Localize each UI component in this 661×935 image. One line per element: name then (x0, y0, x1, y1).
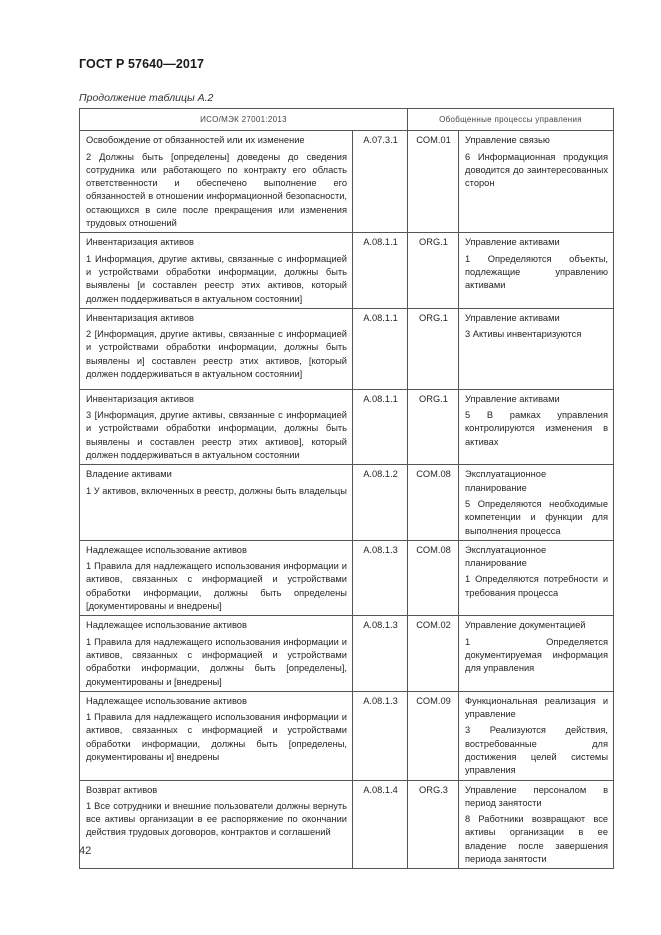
process-cell (459, 233, 614, 308)
process-cell (459, 691, 614, 780)
table-row (80, 465, 614, 540)
iso-requirement-cell (80, 131, 353, 233)
iso-requirement-cell (80, 540, 353, 615)
process-code: COM.08 (408, 465, 459, 540)
iso-requirement-cell (80, 465, 353, 540)
process-code: COM.08 (408, 540, 459, 615)
process-cell (459, 540, 614, 615)
iso-requirement-text: 3 [Информация, другие активы, связанные с информацией и устройствами обработки информации, должны быть выявлены и составлен реестр этих активов], который должен поддерживаться в актуальном состоянии (86, 410, 347, 461)
process-text: 1 Определяются объекты, подлежащие управлению активами (465, 253, 609, 291)
table-row (80, 780, 614, 869)
process-code: COM.09 (408, 691, 459, 780)
document-title: ГОСТ Р 57640—2017 (79, 57, 205, 71)
process-title: Управление связью (465, 135, 550, 146)
header-iso-column: ИСО/МЭК 27001:2013 (80, 109, 408, 131)
iso-code: A.08.1.2 (353, 465, 408, 540)
process-code: COM.02 (408, 616, 459, 691)
process-text: 8 Работники возвращают все активы организации в ее владение после завершения периода занятости (465, 814, 609, 865)
header-process-column: Обобщенные процессы управления (408, 109, 614, 131)
process-title: Управление активами (465, 312, 560, 323)
iso-code: A.08.1.4 (353, 780, 408, 869)
process-code: ORG.1 (408, 233, 459, 308)
mapping-table (79, 108, 614, 869)
table-row (80, 308, 614, 389)
iso-requirement-text: 1 Все сотрудники и внешние пользователи должны вернуть все активы организации в ее распоряжение по окончании действия трудовых договоров, контрактов и соглашений (86, 800, 347, 838)
iso-requirement-text: 1 Правила для надлежащего использования информации и активов, связанных с информацией и устройствами обработки информации, должны быть определены [документированы и внедрены] (86, 561, 347, 612)
iso-requirement-text: 2 [Информация, другие активы, связанные с информацией и устройствами обработки информации, должны быть выявлены и] составлен реестр этих активов, [который должен поддерживаться в актуальном состоянии] (86, 329, 347, 380)
process-text: 5 Определяются необходимые компетенции и функции для выполнения процесса (465, 498, 609, 536)
iso-requirement-title: Надлежащее использование активов (86, 695, 247, 706)
iso-requirement-cell (80, 780, 353, 869)
process-cell (459, 131, 614, 233)
iso-requirement-title: Владение активами (86, 469, 172, 480)
table-row (80, 389, 614, 464)
iso-requirement-text: 1 Правила для надлежащего использования информации и активов, связанных с информацией и устройствами обработки информации, должны быть [определены, документированы и] внедрены (86, 712, 347, 762)
process-cell (459, 308, 614, 389)
iso-requirement-title: Освобождение от обязанностей или их изменение (86, 135, 305, 146)
process-title: Управление активами (465, 237, 560, 248)
iso-code: A.08.1.1 (353, 233, 408, 308)
process-text: 5 В рамках управления контролируются изменения в активах (465, 410, 609, 447)
process-text: 1 Определяются потребности и требования процесса (465, 574, 609, 598)
process-code: COM.01 (408, 131, 459, 233)
table-header-row (80, 109, 614, 131)
process-code: ORG.1 (408, 389, 459, 464)
iso-requirement-cell (80, 616, 353, 691)
iso-requirement-title: Надлежащее использование активов (86, 544, 247, 555)
process-title: Эксплуатационное планирование (465, 469, 547, 493)
iso-requirement-text: 1 У активов, включенных в реестр, должны быть владельцы (86, 485, 347, 496)
table-row (80, 540, 614, 615)
iso-requirement-title: Надлежащее использование активов (86, 620, 247, 631)
iso-code: A.08.1.3 (353, 540, 408, 615)
process-cell (459, 465, 614, 540)
process-title: Функциональная реализация и управление (465, 695, 609, 720)
process-code: ORG.1 (408, 308, 459, 389)
iso-code: A.07.3.1 (353, 131, 408, 233)
process-title: Управление персоналом в период занятости (465, 784, 609, 808)
iso-requirement-cell (80, 389, 353, 464)
process-text: 6 Информационная продукция доводится до заинтересованных сторон (465, 151, 609, 189)
iso-code: A.08.1.3 (353, 691, 408, 780)
iso-code: A.08.1.1 (353, 308, 408, 389)
process-text: 3 Активы инвентаризуются (465, 329, 582, 340)
table-caption: Продолжение таблицы А.2 (79, 92, 214, 104)
process-text: 3 Реализуются действия, востребованные для достижения целей системы управления (465, 725, 609, 776)
process-title: Управление активами (465, 393, 560, 404)
table-row (80, 616, 614, 691)
process-cell (459, 616, 614, 691)
process-cell (459, 389, 614, 464)
iso-requirement-text: 2 Должны быть [определены] доведены до сведения сотрудника или работающего по контракту его область ответственности и обеспечено выполнение его обязанностей в отношении информационной безопасности, остающихся в силе после прекращения или изменения трудовых отношений (86, 151, 347, 229)
table-row (80, 691, 614, 780)
process-title: Управление документацией (465, 620, 586, 631)
process-code: ORG.3 (408, 780, 459, 869)
iso-requirement-title: Инвентаризация активов (86, 237, 194, 248)
iso-requirement-title: Инвентаризация активов (86, 312, 194, 323)
iso-requirement-text: 1 Правила для надлежащего использования информации и активов, связанных с информацией и устройствами обработки информации, должны быть [определены], документированы и [внедрены] (86, 636, 347, 687)
iso-requirement-cell (80, 233, 353, 308)
iso-code: A.08.1.3 (353, 616, 408, 691)
iso-requirement-title: Возврат активов (86, 784, 158, 795)
process-cell (459, 780, 614, 869)
page-number: 42 (79, 845, 92, 857)
iso-code: A.08.1.1 (353, 389, 408, 464)
iso-requirement-cell (80, 308, 353, 389)
iso-requirement-title: Инвентаризация активов (86, 393, 194, 404)
process-title: Эксплуатационное планирование (465, 544, 547, 569)
table-row (80, 233, 614, 308)
table-row (80, 131, 614, 233)
iso-requirement-text: 1 Информация, другие активы, связанные с информацией и устройствами обработки информации, должны быть выявлены [и составлен реестр этих активов, который должен поддерживаться в актуальном состоянии] (86, 253, 347, 304)
iso-requirement-cell (80, 691, 353, 780)
process-text: 1 Определяется документируемая информация для управления (465, 636, 609, 674)
